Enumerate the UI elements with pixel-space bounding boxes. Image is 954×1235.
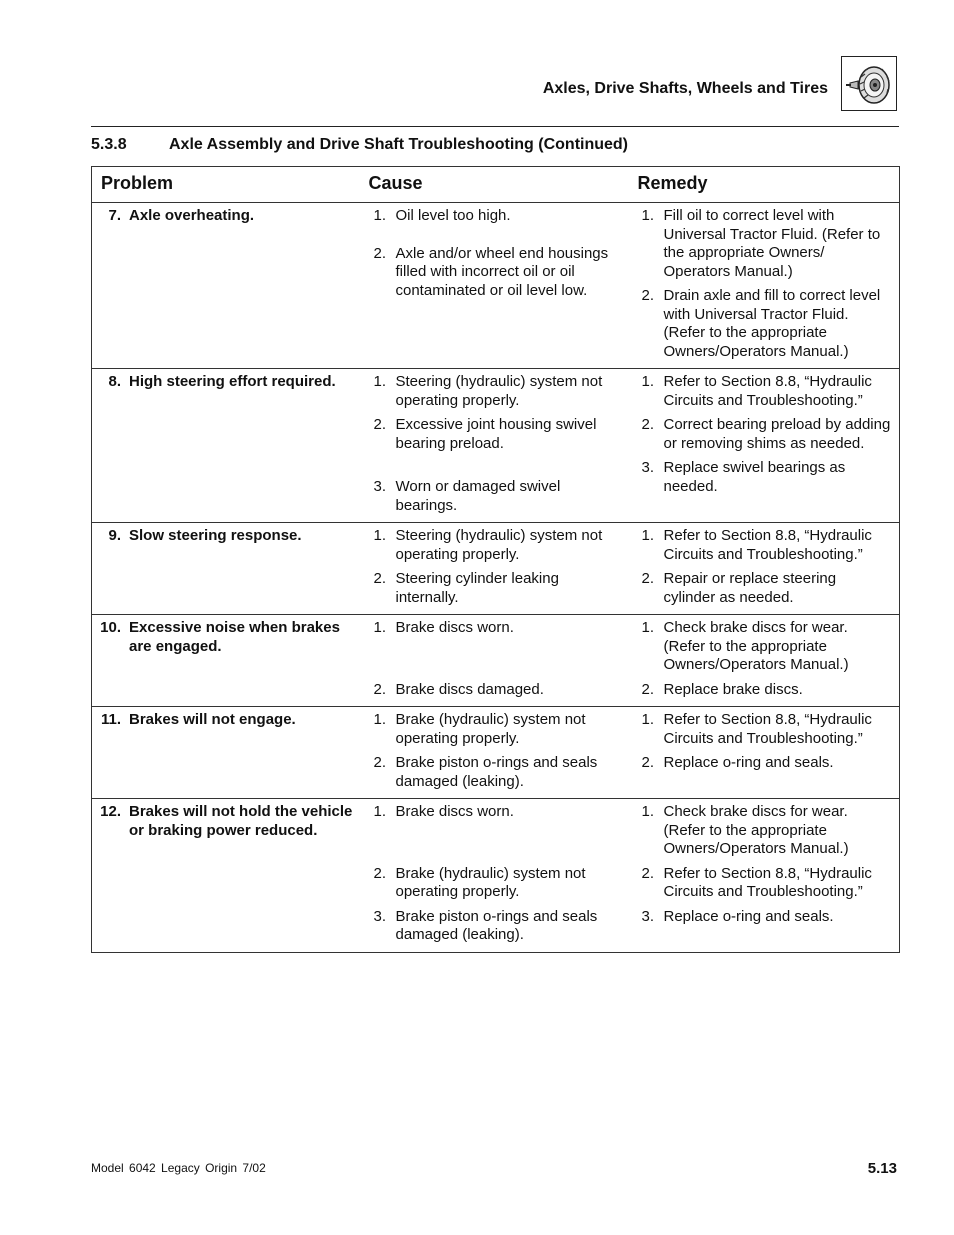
cause-item-text: Excessive joint housing swivel bearing preload. [395, 416, 597, 452]
problem-number: 7. [108, 207, 121, 224]
cause-item-number: 1. [373, 711, 387, 728]
cause-item-text: Axle and/or wheel end housings filled with incorrect oil or oil contaminated or oil level low. [395, 244, 609, 299]
problem-cell [92, 615, 360, 707]
remedy-item [629, 711, 900, 748]
remedy-item-number: 2. [641, 754, 655, 771]
remedy-item-number: 2. [641, 864, 655, 882]
cause-item [360, 681, 629, 700]
remedy-item-text: Refer to Section 8.8, “Hydraulic Circuits and Troubleshooting.” [663, 864, 872, 900]
problem-cell [92, 203, 360, 369]
tire-wheel-icon [841, 56, 897, 111]
remedy-item [629, 207, 900, 281]
table-row [92, 615, 900, 707]
problem-text: Slow steering response. [129, 527, 302, 544]
remedy-item [629, 459, 900, 496]
cause-cell [360, 799, 629, 953]
problem [92, 711, 360, 730]
section-heading [91, 136, 628, 154]
remedy-cell [629, 615, 900, 707]
troubleshooting-table [91, 166, 900, 953]
remedy-cell [629, 523, 900, 615]
problem-number: 10. [100, 619, 121, 636]
header-problem: Problem [92, 167, 360, 203]
cause-item-text: Brake (hydraulic) system not operating properly. [395, 864, 586, 900]
remedy-item [629, 681, 900, 700]
remedy-item-text: Replace brake discs. [663, 680, 803, 698]
problem-text: Axle overheating. [129, 207, 255, 224]
problem-number: 11. [100, 711, 121, 728]
problem-number: 12. [100, 803, 121, 820]
remedy-item [629, 803, 900, 859]
cause-item-text: Brake discs worn. [395, 619, 514, 636]
remedy-item-text: Drain axle and fill to correct level with Universal Tractor Fluid. (Refer to the appropriate Owners/Operators Manual.) [663, 287, 881, 360]
problem-text: Brakes will not engage. [129, 711, 296, 728]
remedy-item-number: 3. [641, 907, 655, 925]
cause-cell [360, 369, 629, 523]
cause-item-number: 2. [373, 754, 387, 771]
remedy-item [629, 287, 900, 361]
cause-item-number: 1. [373, 619, 387, 636]
table-header-row [92, 167, 900, 203]
problem [92, 207, 360, 226]
remedy-item [629, 527, 900, 564]
cause-item [360, 527, 629, 564]
header-cause: Cause [360, 167, 629, 203]
cause-item [360, 803, 629, 822]
remedy-item-number: 3. [641, 459, 655, 476]
remedy-item-number: 2. [641, 570, 655, 587]
table-row [92, 799, 900, 953]
cause-item [360, 478, 629, 515]
problem-number: 8. [108, 373, 121, 390]
remedy-item-number: 1. [641, 711, 655, 728]
problem [92, 803, 360, 840]
remedy-item-number: 2. [641, 287, 655, 304]
cause-item [360, 570, 629, 607]
remedy-item-text: Refer to Section 8.8, “Hydraulic Circuits and Troubleshooting.” [663, 373, 872, 409]
problem-text: Excessive noise when brakes are engaged. [129, 619, 340, 655]
cause-item [360, 908, 629, 945]
remedy-item-text: Replace swivel bearings as needed. [663, 459, 846, 495]
cause-item-text: Worn or damaged swivel bearings. [395, 478, 561, 514]
cause-item-text: Brake discs damaged. [395, 680, 544, 698]
remedy-item-text: Refer to Section 8.8, “Hydraulic Circuits and Troubleshooting.” [663, 527, 872, 563]
remedy-item-text: Correct bearing preload by adding or removing shims as needed. [663, 416, 891, 452]
remedy-item-text: Replace o-ring and seals. [663, 754, 834, 771]
cause-item-number: 1. [373, 527, 387, 544]
cause-item-text: Steering cylinder leaking internally. [395, 570, 559, 606]
table-row [92, 707, 900, 799]
cause-item [360, 711, 629, 748]
cause-item [360, 207, 629, 226]
cause-cell [360, 523, 629, 615]
cause-item-number: 2. [373, 244, 387, 262]
remedy-item [629, 416, 900, 453]
section-number: 5.3.8 [91, 136, 127, 153]
cause-cell [360, 707, 629, 799]
remedy-item-number: 2. [641, 680, 655, 698]
remedy-item-text: Check brake discs for wear. (Refer to the appropriate Owners/Operators Manual.) [663, 803, 849, 857]
problem-cell [92, 523, 360, 615]
problem [92, 619, 360, 656]
page-number: 5.13 [867, 1160, 897, 1177]
cause-item-number: 1. [373, 373, 387, 390]
table-row [92, 369, 900, 523]
table-row [92, 523, 900, 615]
cause-item-text: Brake piston o-rings and seals damaged (leaking). [395, 907, 598, 943]
cause-item-number: 1. [373, 803, 387, 820]
remedy-item-number: 1. [641, 373, 655, 390]
cause-item [360, 754, 629, 791]
cause-cell [360, 203, 629, 369]
problem-number: 9. [108, 527, 121, 544]
cause-item-text: Oil level too high. [395, 207, 511, 224]
footer-model-info: Model 6042 Legacy Origin 7/02 [91, 1161, 266, 1175]
remedy-item-number: 1. [641, 619, 655, 636]
remedy-item-text: Repair or replace steering cylinder as needed. [663, 570, 837, 606]
cause-item-number: 2. [373, 416, 387, 433]
remedy-item-number: 1. [641, 527, 655, 544]
cause-item-number: 1. [373, 207, 387, 224]
cause-item-number: 2. [373, 864, 387, 882]
cause-item-number: 2. [373, 680, 387, 698]
cause-item [360, 245, 629, 301]
remedy-item [629, 754, 900, 773]
remedy-cell [629, 369, 900, 523]
cause-item-text: Steering (hydraulic) system not operating properly. [395, 373, 603, 409]
cause-item-text: Steering (hydraulic) system not operating properly. [395, 527, 603, 563]
cause-item-text: Brake piston o-rings and seals damaged (leaking). [395, 754, 598, 790]
header-title: Axles, Drive Shafts, Wheels and Tires [542, 80, 828, 97]
header-remedy: Remedy [629, 167, 900, 203]
remedy-item [629, 373, 900, 410]
remedy-item-number: 1. [641, 207, 655, 224]
remedy-item-number: 1. [641, 803, 655, 820]
cause-item-number: 2. [373, 570, 387, 587]
problem-cell [92, 799, 360, 953]
remedy-item-text: Refer to Section 8.8, “Hydraulic Circuits and Troubleshooting.” [663, 711, 872, 747]
remedy-item-text: Replace o-ring and seals. [663, 907, 834, 925]
table-row [92, 203, 900, 369]
problem-text: Brakes will not hold the vehicle or braking power reduced. [129, 803, 353, 839]
remedy-cell [629, 707, 900, 799]
cause-item-text: Brake (hydraulic) system not operating properly. [395, 711, 586, 747]
remedy-item [629, 908, 900, 927]
section-title: Axle Assembly and Drive Shaft Troubleshooting (Continued) [169, 136, 629, 153]
remedy-item-number: 2. [641, 416, 655, 433]
cause-item-text: Brake discs worn. [395, 803, 514, 820]
cause-item [360, 416, 629, 453]
remedy-item [629, 865, 900, 902]
cause-item [360, 865, 629, 902]
cause-item-number: 3. [373, 907, 387, 925]
remedy-item-text: Check brake discs for wear. (Refer to the appropriate Owners/Operators Manual.) [663, 619, 849, 673]
problem [92, 527, 360, 546]
remedy-cell [629, 203, 900, 369]
remedy-item [629, 619, 900, 675]
remedy-item-text: Fill oil to correct level with Universal Tractor Fluid. (Refer to the appropriate Owners/ Operators Manual.) [663, 207, 881, 280]
header-rule [91, 126, 899, 127]
problem [92, 373, 360, 392]
problem-cell [92, 707, 360, 799]
cause-cell [360, 615, 629, 707]
problem-text: High steering effort required. [129, 373, 336, 390]
problem-cell [92, 369, 360, 523]
cause-item [360, 373, 629, 410]
cause-item-number: 3. [373, 478, 387, 495]
remedy-item [629, 570, 900, 607]
cause-item [360, 619, 629, 638]
remedy-cell [629, 799, 900, 953]
